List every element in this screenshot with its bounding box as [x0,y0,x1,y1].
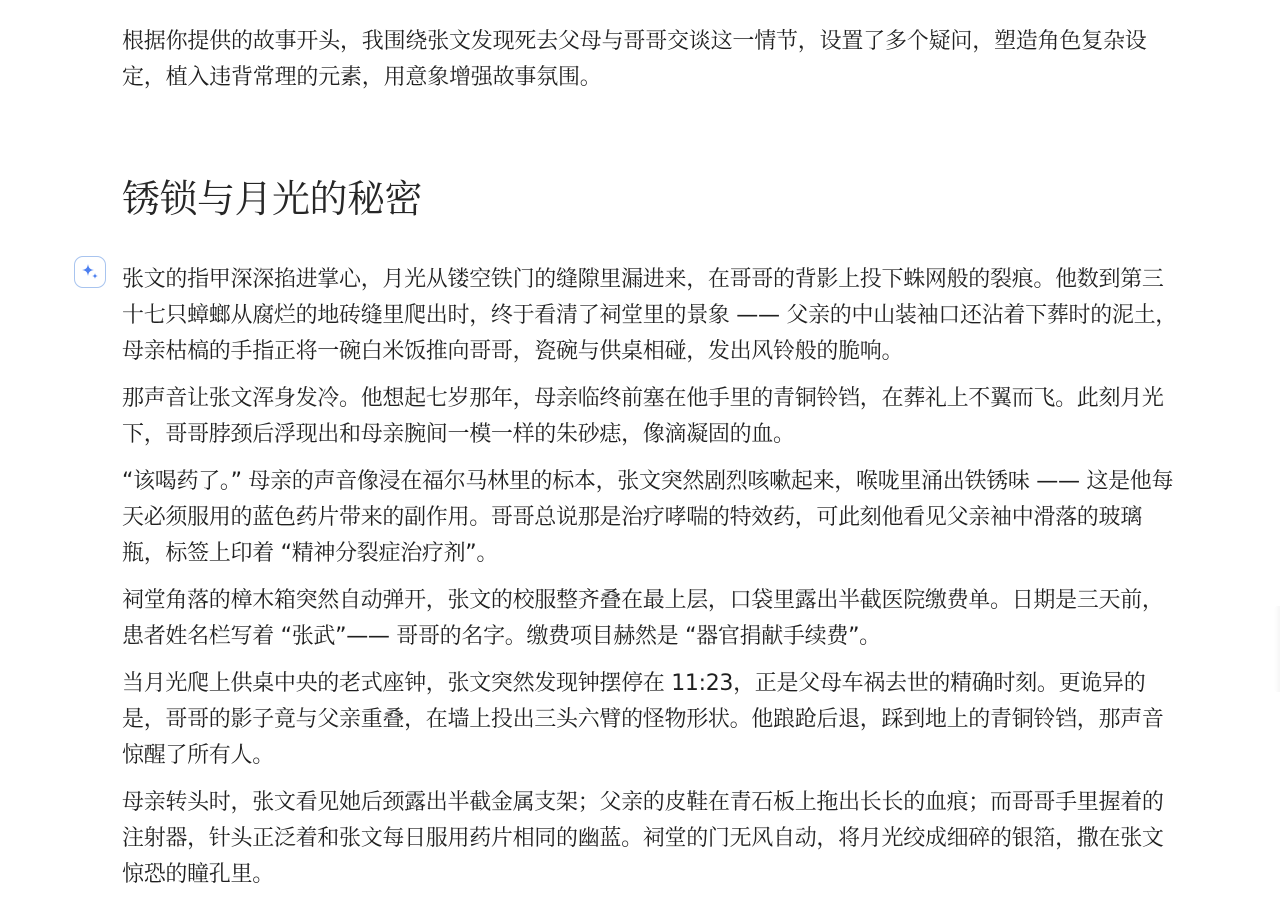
story-paragraph: “该喝药了。” 母亲的声音像浸在福尔马林里的标本，张文突然剧烈咳嗽起来，喉咙里涌出铁锈味 —— 这是他每天必须服用的蓝色药片带来的副作用。哥哥总说那是治疗哮喘的特效药，可此刻他看见父亲袖中滑落的玻璃瓶，标签上印着 “精神分裂症治疗剂”。 [122,469,1174,566]
sparkle-icon [80,262,100,282]
ai-assist-button[interactable] [74,256,106,288]
story-paragraph: 那声音让张文浑身发冷。他想起七岁那年，母亲临终前塞在他手里的青铜铃铛，在葬礼上不翼而飞。此刻月光下，哥哥脖颈后浮现出和母亲腕间一模一样的朱砂痣，像滴凝固的血。 [122,386,1164,447]
story-title: 锈锁与月光的秘密 [122,177,423,221]
intro-text: 根据你提供的故事开头，我围绕张文发现死去父母与哥哥交谈这一情节，设置了多个疑问，塑造角色复杂设定，植入违背常理的元素，用意象增强故事氛围。 [122,29,1147,90]
story-paragraph: 张文的指甲深深掐进掌心，月光从镂空铁门的缝隙里漏进来，在哥哥的背影上投下蛛网般的裂痕。他数到第三十七只蟑螂从腐烂的地砖缝里爬出时，终于看清了祠堂里的景象 —— 父亲的中山装袖口还沾着下葬时的泥土，母亲枯槁的手指正将一碗白米饭推向哥哥，瓷碗与供桌相碰，发出风铃般的脆响。 [122,267,1177,364]
story-paragraph: 当月光爬上供桌中央的老式座钟，张文突然发现钟摆停在 11:23，正是父母车祸去世的精确时刻。更诡异的是，哥哥的影子竟与父亲重叠，在墙上投出三头六臂的怪物形状。他踉跄后退，踩到地上的青铜铃铛，那声音惊醒了所有人。 [122,671,1164,768]
story-paragraph: 祠堂角落的樟木箱突然自动弹开，张文的校服整齐叠在最上层，口袋里露出半截医院缴费单。日期是三天前，患者姓名栏写着 “张武”—— 哥哥的名字。缴费项目赫然是 “器官捐献手续费”。 [122,588,1164,649]
story-paragraph: 母亲转头时，张文看见她后颈露出半截金属支架；父亲的皮鞋在青石板上拖出长长的血痕；而哥哥手里握着的注射器，针头正泛着和张文每日服用药片相同的幽蓝。祠堂的门无风自动，将月光绞成细碎的银箔，撒在张文惊恐的瞳孔里。 [122,790,1164,887]
scroll-edge [1274,606,1280,692]
response-content [122,24,1182,904]
story-body [122,262,1182,893]
